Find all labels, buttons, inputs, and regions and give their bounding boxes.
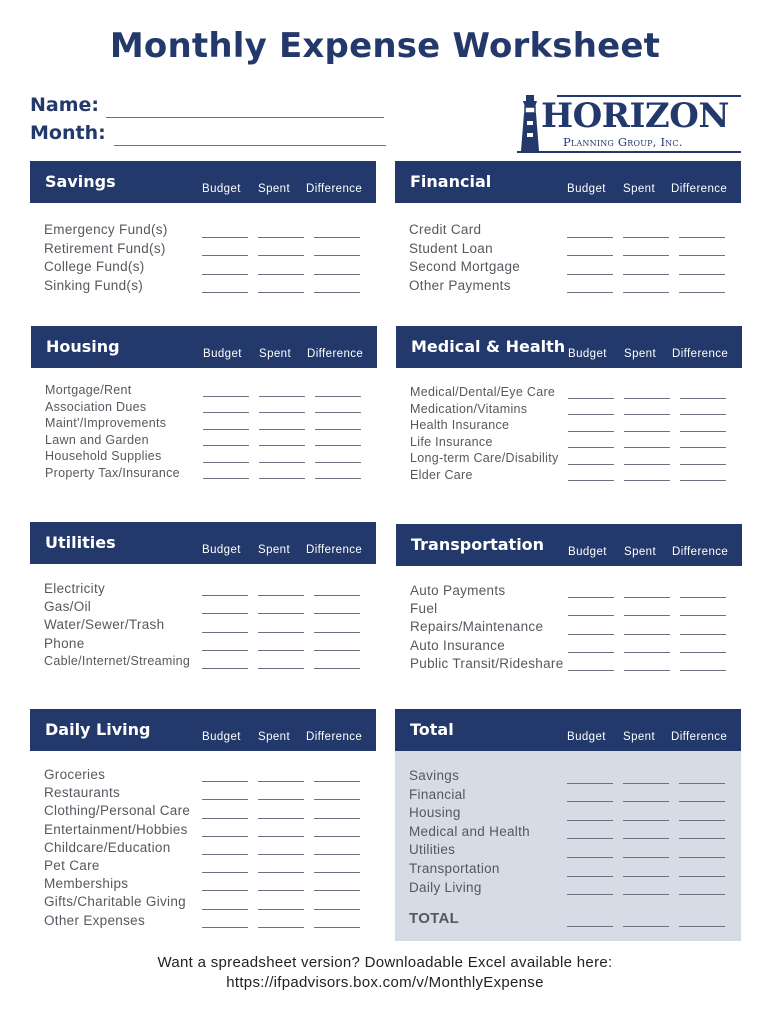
spent-column: Spent <box>624 348 657 360</box>
budget-column: Budget <box>203 348 242 360</box>
total-header <box>395 709 741 751</box>
spent-column: Spent <box>258 183 291 195</box>
spent-column: Spent <box>259 348 292 360</box>
spent-column: Spent <box>258 731 291 743</box>
list-item: Medical/Dental/Eye Care <box>396 385 742 402</box>
transportation-title: Transportation <box>411 535 545 554</box>
list-item: Credit Card <box>395 222 741 241</box>
list-item: Cable/Internet/Streaming <box>30 654 376 672</box>
budget-column: Budget <box>567 731 606 743</box>
list-item: Restaurants <box>30 785 376 803</box>
savings-title: Savings <box>45 172 116 191</box>
month-field[interactable] <box>114 145 386 146</box>
utilities-title: Utilities <box>45 533 116 552</box>
difference-column: Difference <box>671 731 728 743</box>
difference-column: Difference <box>306 544 363 556</box>
list-item: Groceries <box>30 767 376 785</box>
savings-header <box>30 161 376 203</box>
difference-column: Difference <box>672 348 729 360</box>
list-item: Other Payments <box>395 278 741 297</box>
list-item: College Fund(s) <box>30 259 376 278</box>
budget-column: Budget <box>568 348 607 360</box>
transportation-header <box>396 524 742 566</box>
difference-column: Difference <box>306 731 363 743</box>
list-item: Housing <box>395 805 741 824</box>
list-item: Entertainment/Hobbies <box>30 822 376 840</box>
list-item: Pet Care <box>30 858 376 876</box>
horizon-logo <box>517 93 741 155</box>
daily-living-header <box>30 709 376 751</box>
total-title: Total <box>410 720 454 739</box>
list-item: Auto Insurance <box>396 638 742 656</box>
spent-column: Spent <box>258 544 291 556</box>
budget-column: Budget <box>202 731 241 743</box>
list-item: Student Loan <box>395 241 741 260</box>
name-label: Name: <box>30 94 100 116</box>
housing-header <box>31 326 377 368</box>
list-item: Medical and Health <box>395 824 741 843</box>
list-item: Second Mortgage <box>395 259 741 278</box>
list-item: Memberships <box>30 876 376 894</box>
difference-column: Difference <box>671 183 728 195</box>
page-title: Monthly Expense Worksheet <box>109 26 661 66</box>
month-label: Month: <box>30 122 106 144</box>
spent-column: Spent <box>624 546 657 558</box>
list-item: Childcare/Education <box>30 840 376 858</box>
list-item: Gifts/Charitable Giving <box>30 894 376 912</box>
spent-column: Spent <box>623 183 656 195</box>
list-item: Public Transit/Rideshare <box>396 656 742 674</box>
list-item: Health Insurance <box>396 418 742 435</box>
list-item: Gas/Oil <box>30 599 376 617</box>
difference-column: Difference <box>306 183 363 195</box>
logo-wordmark: HORIZON <box>541 96 729 136</box>
financial-title: Financial <box>410 172 492 191</box>
footer-text: Want a spreadsheet version? Downloadable Excel available here: <box>157 954 613 971</box>
list-item: Property Tax/Insurance <box>31 466 377 483</box>
list-item: Medication/Vitamins <box>396 402 742 419</box>
daily-living-title: Daily Living <box>45 720 151 739</box>
difference-column: Difference <box>307 348 364 360</box>
medical-title: Medical & Health <box>411 337 566 356</box>
spent-column: Spent <box>623 731 656 743</box>
utilities-header <box>30 522 376 564</box>
list-item: Financial <box>395 787 741 806</box>
list-item: Elder Care <box>396 468 742 485</box>
list-item: Electricity <box>30 581 376 599</box>
logo-subtitle: Planning Group, Inc. <box>563 135 683 149</box>
list-item: Other Expenses <box>30 913 376 931</box>
total-row: TOTAL <box>395 898 741 930</box>
list-item: Repairs/Maintenance <box>396 619 742 637</box>
housing-title: Housing <box>46 337 120 356</box>
list-item: Daily Living <box>395 880 741 899</box>
list-item: Household Supplies <box>31 449 377 466</box>
budget-column: Budget <box>202 183 241 195</box>
list-item: Auto Payments <box>396 583 742 601</box>
budget-column: Budget <box>567 183 606 195</box>
medical-header <box>396 326 742 368</box>
list-item: Utilities <box>395 842 741 861</box>
list-item: Transportation <box>395 861 741 880</box>
list-item: Sinking Fund(s) <box>30 278 376 297</box>
list-item: Phone <box>30 636 376 654</box>
list-item: Fuel <box>396 601 742 619</box>
financial-header <box>395 161 741 203</box>
list-item: Maint'/Improvements <box>31 416 377 433</box>
list-item: Clothing/Personal Care <box>30 803 376 821</box>
difference-column: Difference <box>672 546 729 558</box>
footer-link[interactable]: https://ifpadvisors.box.com/v/MonthlyExpense <box>226 974 544 991</box>
list-item: Mortgage/Rent <box>31 383 377 400</box>
list-item: Emergency Fund(s) <box>30 222 376 241</box>
list-item: Retirement Fund(s) <box>30 241 376 260</box>
list-item: Long-term Care/Disability <box>396 451 742 468</box>
list-item: Life Insurance <box>396 435 742 452</box>
lighthouse-icon <box>517 93 543 155</box>
list-item: Water/Sewer/Trash <box>30 617 376 635</box>
list-item: Savings <box>395 768 741 787</box>
name-field[interactable] <box>106 117 384 118</box>
list-item: Association Dues <box>31 400 377 417</box>
budget-column: Budget <box>202 544 241 556</box>
budget-column: Budget <box>568 546 607 558</box>
list-item: Lawn and Garden <box>31 433 377 450</box>
